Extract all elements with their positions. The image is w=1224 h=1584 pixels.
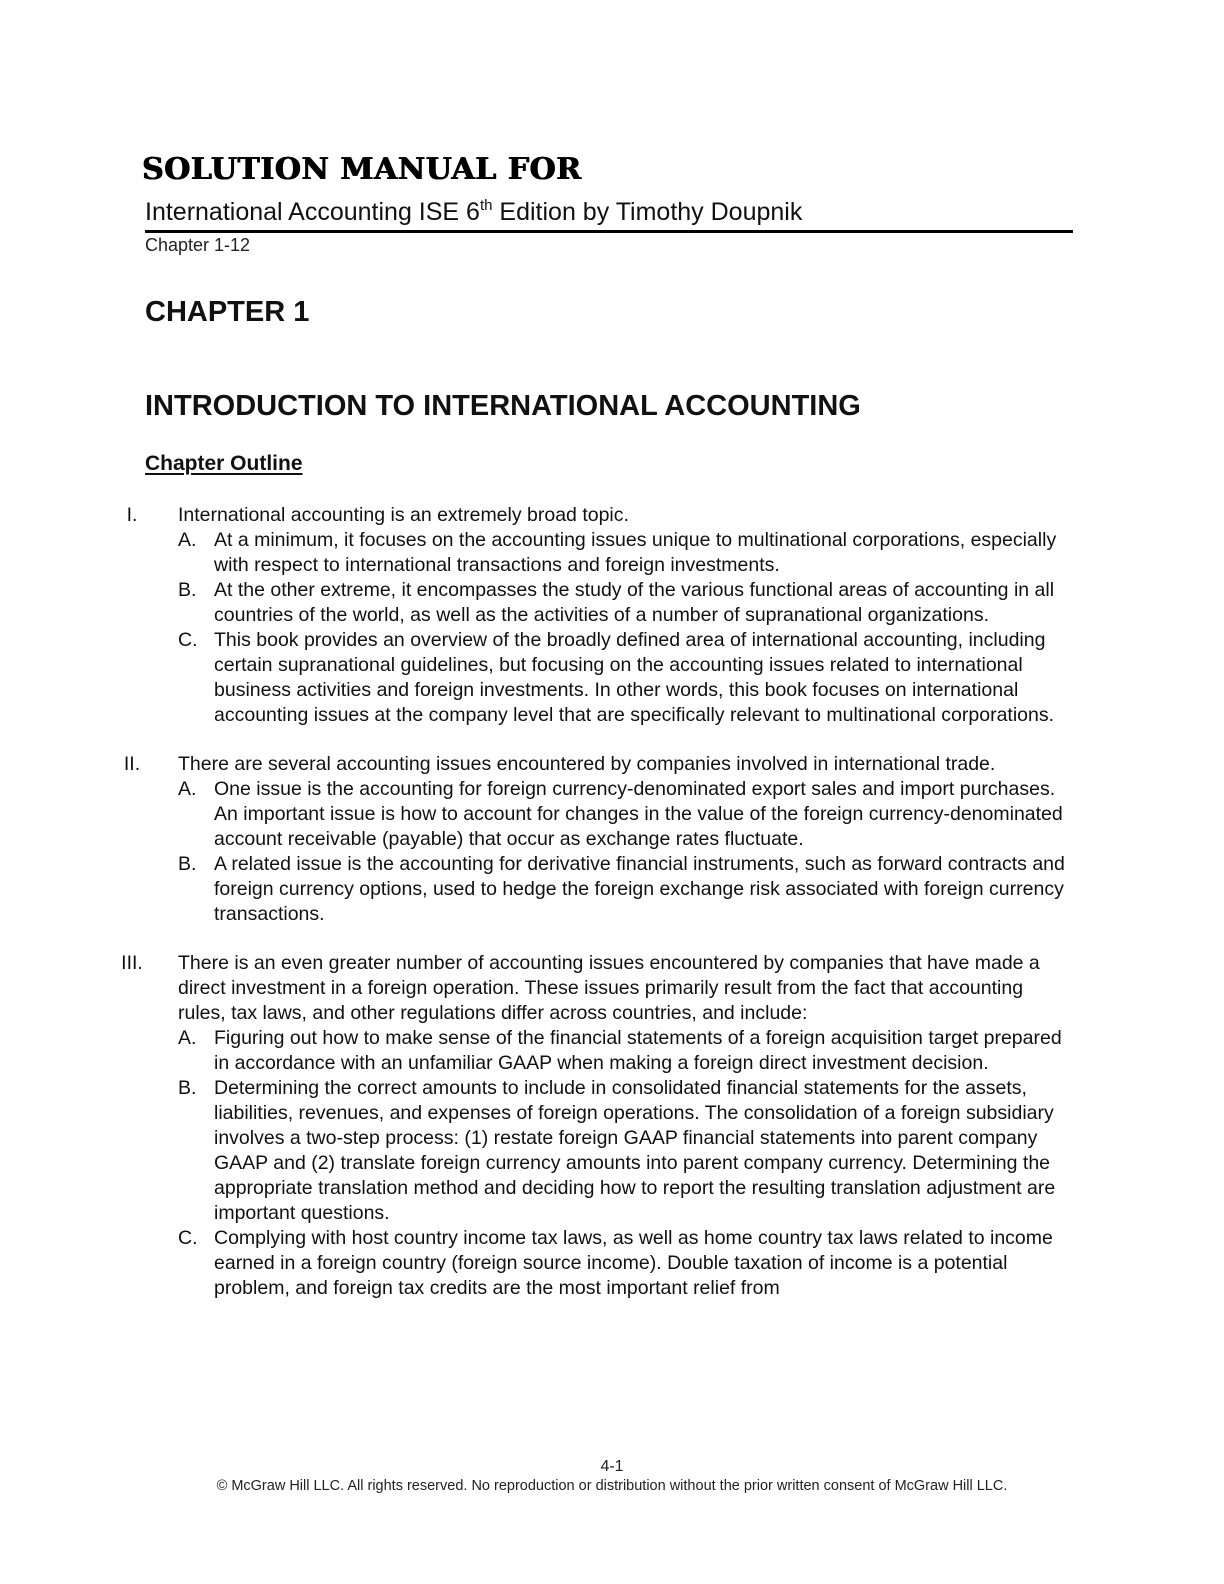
subtitle-text: International Accounting ISE 6	[145, 198, 480, 226]
subitem-letter: B.	[178, 853, 197, 875]
subitem-letter: C.	[178, 1227, 198, 1249]
subitem-text: A related issue is the accounting for derivative financial instruments, such as forward contracts and foreign currency options, used to hedge the foreign exchange risk associated with foreign currency transactions.	[214, 853, 1065, 925]
section-text: International accounting is an extremely broad topic.	[178, 504, 629, 526]
chapter-outline	[0, 503, 1224, 1301]
subitem-letter: A.	[178, 1027, 197, 1049]
outline-subitem	[178, 852, 1070, 927]
subitem-text: This book provides an overview of the broadly defined area of international accounting, including certain supranational guidelines, but focusing on the accounting issues related to international business activities and foreign investments. In other words, this book focuses on international accounting issues at the company level that are specifically relevant to multinational corporations.	[214, 629, 1055, 726]
outline-heading: Chapter Outline	[145, 452, 303, 475]
outline-subitem	[178, 1226, 1070, 1301]
chapter-heading: CHAPTER 1	[145, 296, 310, 328]
subitem-letter: C.	[178, 629, 198, 651]
title-divider	[145, 230, 1073, 233]
section-numeral: III.	[121, 952, 143, 974]
subitem-text: Determining the correct amounts to include in consolidated financial statements for the assets, liabilities, revenues, and expenses of foreign operations. The consolidation of a foreign subsidiary involves a two-step process: (1) restate foreign GAAP financial statements into parent company GAAP and (2) translate foreign currency amounts into parent company currency. Determining the appropriate translation method and deciding how to report the resulting translation adjustment are important questions.	[214, 1077, 1056, 1224]
subtitle-text-end: Edition by Timothy Doupnik	[492, 198, 803, 226]
subitem-letter: A.	[178, 529, 197, 551]
subitem-text: At the other extreme, it encompasses the study of the various functional areas of accounting in all countries of the world, as well as the activities of a number of supranational organizations.	[214, 579, 1055, 626]
subitem-letter: B.	[178, 579, 197, 601]
outline-subitem	[178, 1076, 1070, 1226]
outline-subitem	[178, 628, 1070, 728]
outline-subitem	[178, 777, 1070, 852]
chapter-range: Chapter 1-12	[145, 235, 251, 255]
outline-subitem	[178, 578, 1070, 628]
copyright-notice: © McGraw Hill LLC. All rights reserved. No reproduction or distribution without the prior written consent of McGraw Hill LLC.	[216, 1478, 1008, 1494]
subitem-letter: A.	[178, 778, 197, 800]
chapter-title: INTRODUCTION TO INTERNATIONAL ACCOUNTING	[145, 390, 861, 422]
section-numeral: I.	[126, 504, 138, 526]
subitem-text: Complying with host country income tax laws, as well as home country tax laws related to income earned in a foreign country (foreign source income). Double taxation of income is a potential problem, and foreign tax credits are the most important relief from	[214, 1227, 1053, 1299]
outline-subitem	[178, 528, 1070, 578]
outline-subitem	[178, 1026, 1070, 1076]
subitem-letter: B.	[178, 1077, 197, 1099]
book-subtitle	[145, 198, 802, 227]
outline-section	[0, 951, 1224, 1301]
outline-section	[0, 503, 1224, 728]
section-text: There is an even greater number of accounting issues encountered by companies that have made a direct investment in a foreign operation. These issues primarily result from the fact that accounting rules, tax laws, and other regulations differ across countries, and include:	[178, 952, 1040, 1024]
outline-section	[0, 752, 1224, 927]
page-number: 4-1	[600, 1458, 624, 1475]
subitem-text: At a minimum, it focuses on the accounting issues unique to multinational corporations, especially with respect to international transactions and foreign investments.	[214, 529, 1057, 576]
banner-title: SOLUTION MANUAL FOR	[142, 152, 582, 187]
subitem-text: One issue is the accounting for foreign currency-denominated export sales and import purchases. An important issue is how to account for changes in the value of the foreign currency-denominated account receivable (payable) that occur as exchange rates fluctuate.	[214, 778, 1063, 850]
subitem-text: Figuring out how to make sense of the financial statements of a foreign acquisition target prepared in accordance with an unfamiliar GAAP when making a foreign direct investment decision.	[214, 1027, 1062, 1074]
subtitle-superscript: th	[479, 197, 493, 214]
section-numeral: II.	[123, 753, 141, 775]
section-text: There are several accounting issues encountered by companies involved in international trade.	[178, 753, 996, 775]
